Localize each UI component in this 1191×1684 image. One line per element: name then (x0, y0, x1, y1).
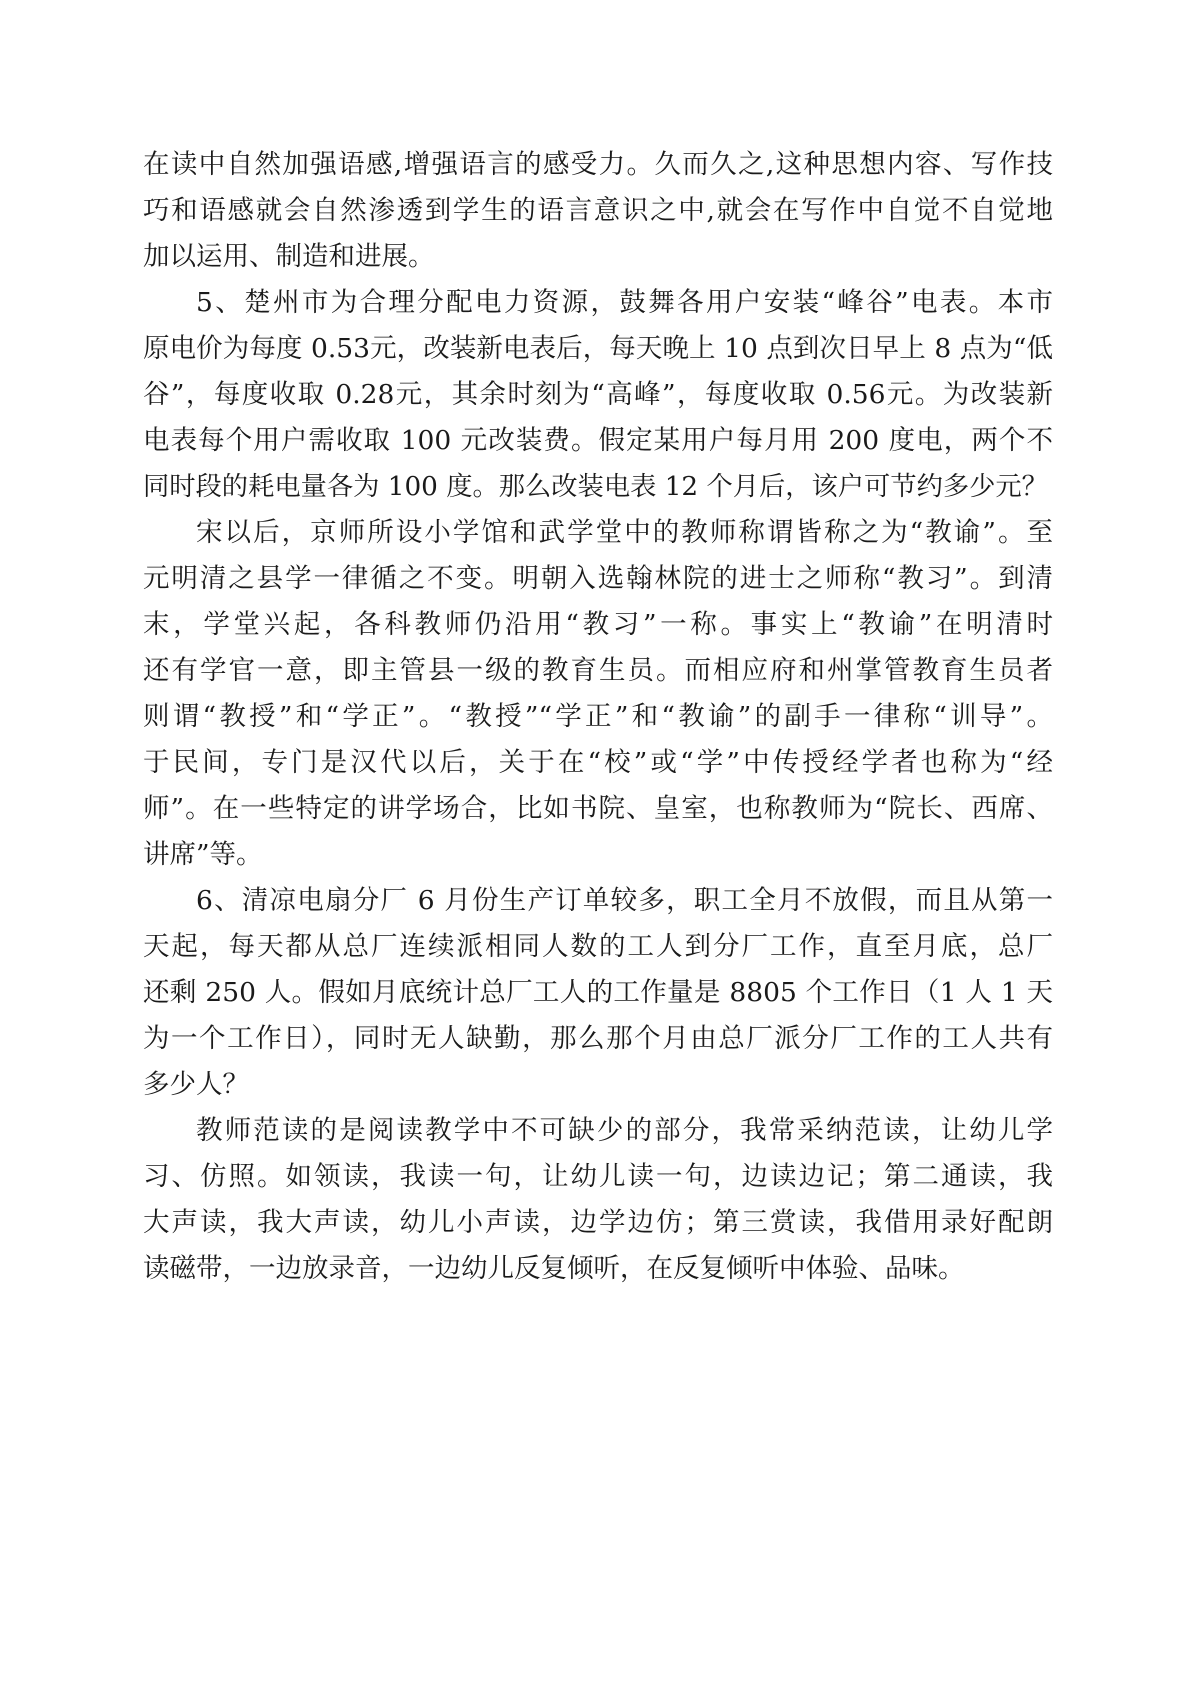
paragraph-line: 则谓“教授”和“学正”。“教授”“学正”和“教谕”的副手一律称“训导”。 (143, 701, 1053, 732)
paragraph-line: 天起，每天都从总厂连续派相同人数的工人到分厂工作，直至月底，总厂 (143, 931, 1053, 962)
paragraph-line: 习、仿照。如领读，我读一句，让幼儿读一句，边读边记；第二通读，我 (143, 1161, 1053, 1192)
paragraph-question-5 (143, 280, 1053, 510)
paragraph-line: 原电价为每度 0.53元，改装新电表后，每天晚上 10 点到次日早上 8 点为“低 (143, 333, 1053, 364)
paragraph-line: 大声读，我大声读，幼儿小声读，边学边仿；第三赏读，我借用录好配朗 (143, 1207, 1053, 1238)
paragraph-line: 谷”，每度收取 0.28元，其余时刻为“高峰”，每度收取 0.56元。为改装新 (143, 379, 1053, 410)
paragraph-line: 同时段的耗电量各为 100 度。那么改装电表 12 个月后，该户可节约多少元？ (143, 472, 1048, 502)
paragraph-line: 宋以后，京师所设小学馆和武学堂中的教师称谓皆称之为“教谕”。至 (196, 517, 1053, 548)
paragraph-line: 还有学官一意，即主管县一级的教育生员。而相应府和州掌管教育生员者 (143, 655, 1053, 686)
paragraph-line: 多少人？ (143, 1069, 249, 1100)
paragraph-line: 为一个工作日），同时无人缺勤，那么那个月由总厂派分厂工作的工人共有 (143, 1023, 1053, 1054)
paragraph-line: 加以运用、制造和进展。 (143, 241, 435, 272)
paragraph-line: 巧和语感就会自然渗透到学生的语言意识之中,就会在写作中自觉不自觉地 (143, 195, 1053, 226)
paragraph-line: 5、楚州市为合理分配电力资源，鼓舞各用户安装“峰谷”电表。本市 (196, 287, 1053, 318)
paragraph-line: 元明清之县学一律循之不变。明朝入选翰林院的进士之师称“教习”。到清 (143, 563, 1053, 594)
paragraph-model-reading (143, 1108, 1053, 1292)
paragraph-line: 教师范读的是阅读教学中不可缺少的部分，我常采纳范读，让幼儿学 (196, 1115, 1053, 1146)
paragraph-line: 电表每个用户需收取 100 元改装费。假定某用户每月用 200 度电，两个不 (143, 425, 1053, 456)
paragraph-line: 于民间，专门是汉代以后，关于在“校”或“学”中传授经学者也称为“经 (143, 747, 1053, 778)
document-body (143, 142, 1053, 1292)
paragraph-line: 还剩 250 人。假如月底统计总厂工人的工作量是 8805 个工作日（1 人 1 天 (143, 977, 1053, 1008)
paragraph-line: 师”。在一些特定的讲学场合，比如书院、皇室，也称教师为“院长、西席、 (143, 793, 1053, 824)
paragraph-question-6 (143, 878, 1053, 1108)
paragraph-line: 读磁带，一边放录音，一边幼儿反复倾听，在反复倾听中体验、品味。 (143, 1253, 965, 1284)
paragraph-reading-sense (143, 142, 1053, 280)
paragraph-line: 末，学堂兴起，各科教师仍沿用“教习”一称。事实上“教谕”在明清时 (143, 609, 1053, 640)
paragraph-line: 在读中自然加强语感,增强语言的感受力。久而久之,这种思想内容、写作技 (143, 149, 1053, 180)
paragraph-line: 6、清凉电扇分厂 6 月份生产订单较多，职工全月不放假，而且从第一 (196, 885, 1053, 916)
paragraph-line: 讲席”等。 (143, 839, 263, 870)
paragraph-teacher-titles (143, 510, 1053, 878)
